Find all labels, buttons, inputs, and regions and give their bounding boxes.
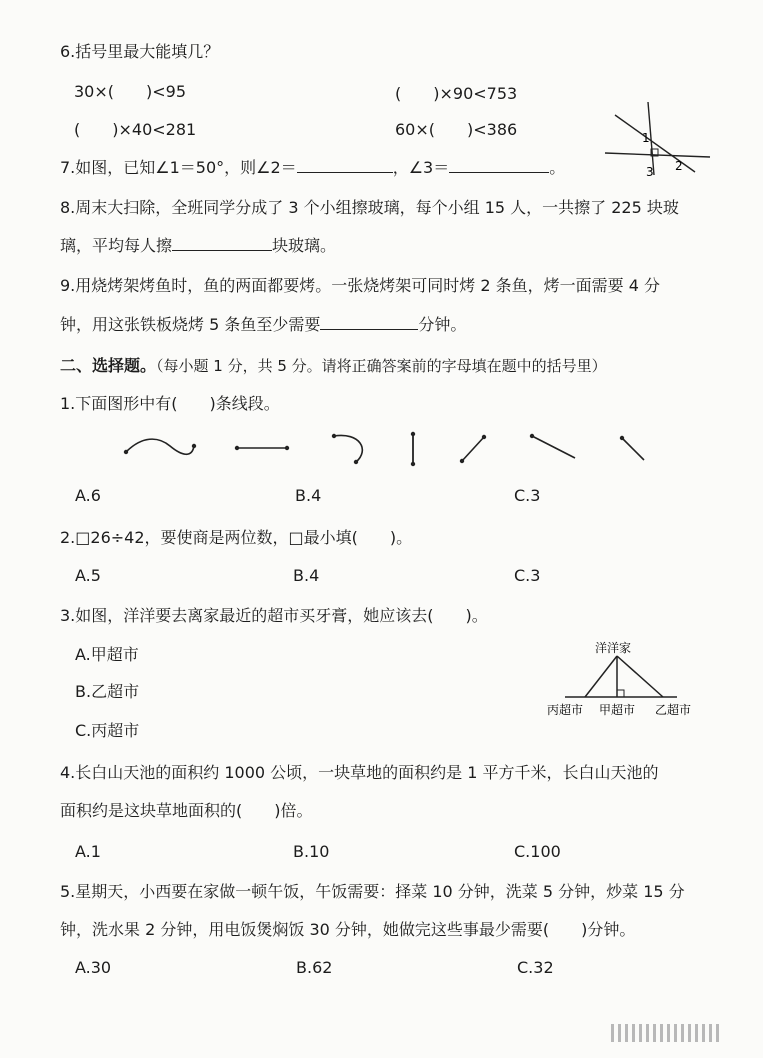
c3-option-c[interactable]: C.丙超市	[75, 721, 140, 740]
c2-option-c[interactable]: C.3	[514, 566, 541, 585]
q6-item-b: ( )×90<753	[395, 84, 518, 103]
q8-answer-blank[interactable]	[172, 236, 272, 251]
c3-option-b[interactable]: B.乙超市	[75, 682, 140, 701]
q8-line2	[60, 236, 336, 256]
c5-line2: 钟，洗水果 2 分钟，用电饭煲焖饭 30 分钟，她做完这些事最少需要( )分钟。	[60, 920, 636, 939]
supermarket-map	[545, 640, 705, 722]
q6-item-a: 30×( )<95	[74, 82, 187, 101]
c4-line1: 4.长白山天池的面积约 1000 公顷，一块草地的面积约是 1 平方千米，长白山天池的	[60, 763, 659, 782]
q8-text-post: 块玻璃。	[272, 236, 337, 255]
map-label-mid: 甲超市	[599, 703, 636, 717]
c1-option-a[interactable]: A.6	[75, 486, 101, 505]
q9-text-post: 分钟。	[418, 315, 467, 334]
c5-line1: 5.星期天，小西要在家做一顿午饭，午饭需要：择菜 10 分钟，洗菜 5 分钟，炒菜 15 分	[60, 882, 685, 901]
c1-option-b[interactable]: B.4	[295, 486, 322, 505]
c5-option-a[interactable]: A.30	[75, 958, 112, 977]
q8-text-pre: 璃，平均每人擦	[60, 236, 173, 255]
q7-text-mid: ，∠3＝	[392, 158, 450, 177]
c5-option-b[interactable]: B.62	[296, 958, 333, 977]
map-label-east: 乙超市	[655, 703, 692, 717]
c4-option-a[interactable]: A.1	[75, 842, 101, 861]
q9-line1: 9.用烧烤架烤鱼时，鱼的两面都要烤。一张烧烤架可同时烤 2 条鱼，烤一面需要 4 分	[60, 276, 660, 295]
angle-figure	[600, 100, 715, 180]
c1-option-c[interactable]: C.3	[514, 486, 541, 505]
q6-item-d: 60×( )<386	[395, 120, 518, 139]
q8-line1: 8.周末大扫除，全班同学分成了 3 个小组擦玻璃，每个小组 15 人，一共擦了 225 块玻	[60, 198, 679, 217]
c4-line2: 面积约是这块草地面积的( )倍。	[60, 801, 313, 820]
watermark-bars	[611, 1022, 749, 1044]
line-shapes-figure	[120, 428, 660, 468]
map-label-home: 洋洋家	[595, 641, 632, 655]
section-2-title: 二、选择题。	[60, 356, 157, 375]
c4-option-b[interactable]: B.10	[293, 842, 330, 861]
q7-question	[60, 158, 565, 178]
q9-text-pre: 钟，用这张铁板烧烤 5 条鱼至少需要	[60, 315, 321, 334]
c3-stem: 3.如图，洋洋要去离家最近的超市买牙膏，她应该去( )。	[60, 606, 488, 625]
c4-option-c[interactable]: C.100	[514, 842, 561, 861]
q7-answer-blank-2[interactable]	[297, 158, 393, 173]
q6-title: 6.括号里最大能填几？	[60, 42, 220, 61]
section-2-heading	[60, 356, 607, 376]
c5-option-c[interactable]: C.32	[517, 958, 554, 977]
angle-label-3: 3	[646, 165, 654, 179]
q7-text-post: 。	[549, 158, 566, 177]
q7-text-pre: 7.如图，已知∠1＝50°，则∠2＝	[60, 158, 297, 177]
c2-option-a[interactable]: A.5	[75, 566, 101, 585]
q9-line2	[60, 315, 466, 335]
c3-option-a[interactable]: A.甲超市	[75, 645, 139, 664]
q9-answer-blank[interactable]	[320, 315, 418, 330]
map-label-west: 丙超市	[547, 703, 584, 717]
q6-item-c: ( )×40<281	[74, 120, 197, 139]
q7-answer-blank-3[interactable]	[449, 158, 549, 173]
section-2-note: （每小题 1 分，共 5 分。请将正确答案前的字母填在题中的括号里）	[156, 357, 607, 375]
angle-label-1: 1	[642, 131, 650, 145]
c2-option-b[interactable]: B.4	[293, 566, 320, 585]
angle-label-2: 2	[675, 159, 683, 173]
c2-stem: 2.□26÷42，要使商是两位数，□最小填( )。	[60, 528, 413, 547]
c1-stem: 1.下面图形中有( )条线段。	[60, 394, 280, 413]
